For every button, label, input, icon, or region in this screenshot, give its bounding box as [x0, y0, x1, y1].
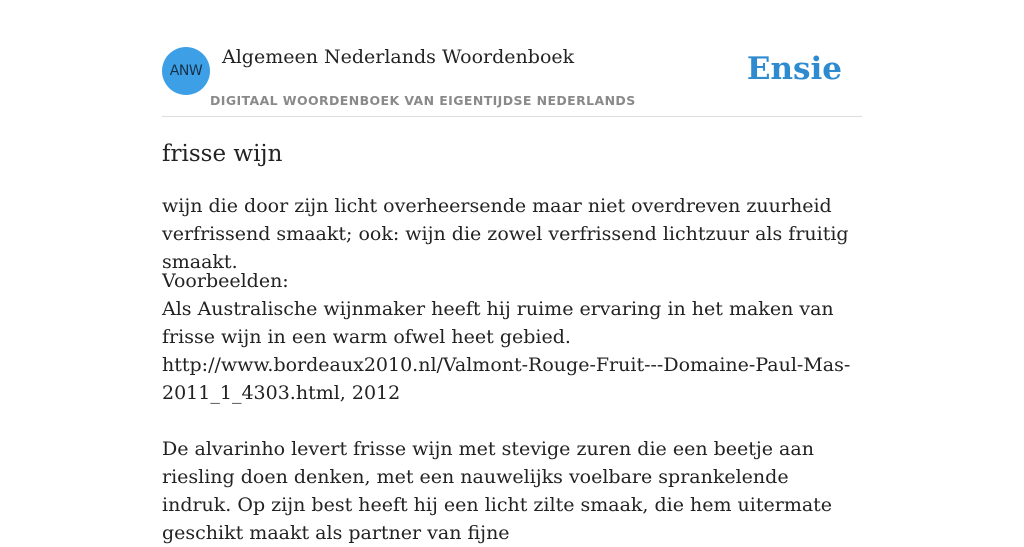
example-source: http://www.bordeaux2010.nl/Valmont-Rouge-Fruit---Domaine-Paul-Mas-2011_1_4303.html, 2012: [162, 354, 851, 404]
example-spacer: [162, 407, 862, 435]
entry-headword: frisse wijn: [162, 141, 283, 167]
site-header: [162, 0, 862, 117]
entry-definition: wijn die door zijn licht overheersende maar niet overdreven zuurheid verfrissend smaakt; ook: wijn die zowel verfrissend lichtzuur als fruitig smaakt.: [162, 195, 849, 273]
examples-label: Voorbeelden:: [162, 270, 289, 292]
example-text: De alvarinho levert frisse wijn met stevige zuren die een beetje aan riesling doen denken, met een nauwelijks voelbare sprankelende indruk. Op zijn best heeft hij een licht zilte smaak, die hem uitermate geschikt maakt als partner van fijne: [162, 438, 833, 544]
ensie-brand-link[interactable]: Ensie: [746, 51, 842, 87]
anw-logo[interactable]: ANW: [162, 47, 210, 95]
example-text: Als Australische wijnmaker heeft hij ruime ervaring in het maken van frisse wijn in een warm ofwel heet gebied.: [162, 298, 834, 348]
examples-section: [162, 267, 862, 547]
page: [162, 0, 862, 544]
site-subtitle: DIGITAAL WOORDENBOEK VAN EIGENTIJDSE NEDERLANDS: [210, 93, 636, 108]
site-title[interactable]: Algemeen Nederlands Woordenboek: [222, 46, 575, 68]
